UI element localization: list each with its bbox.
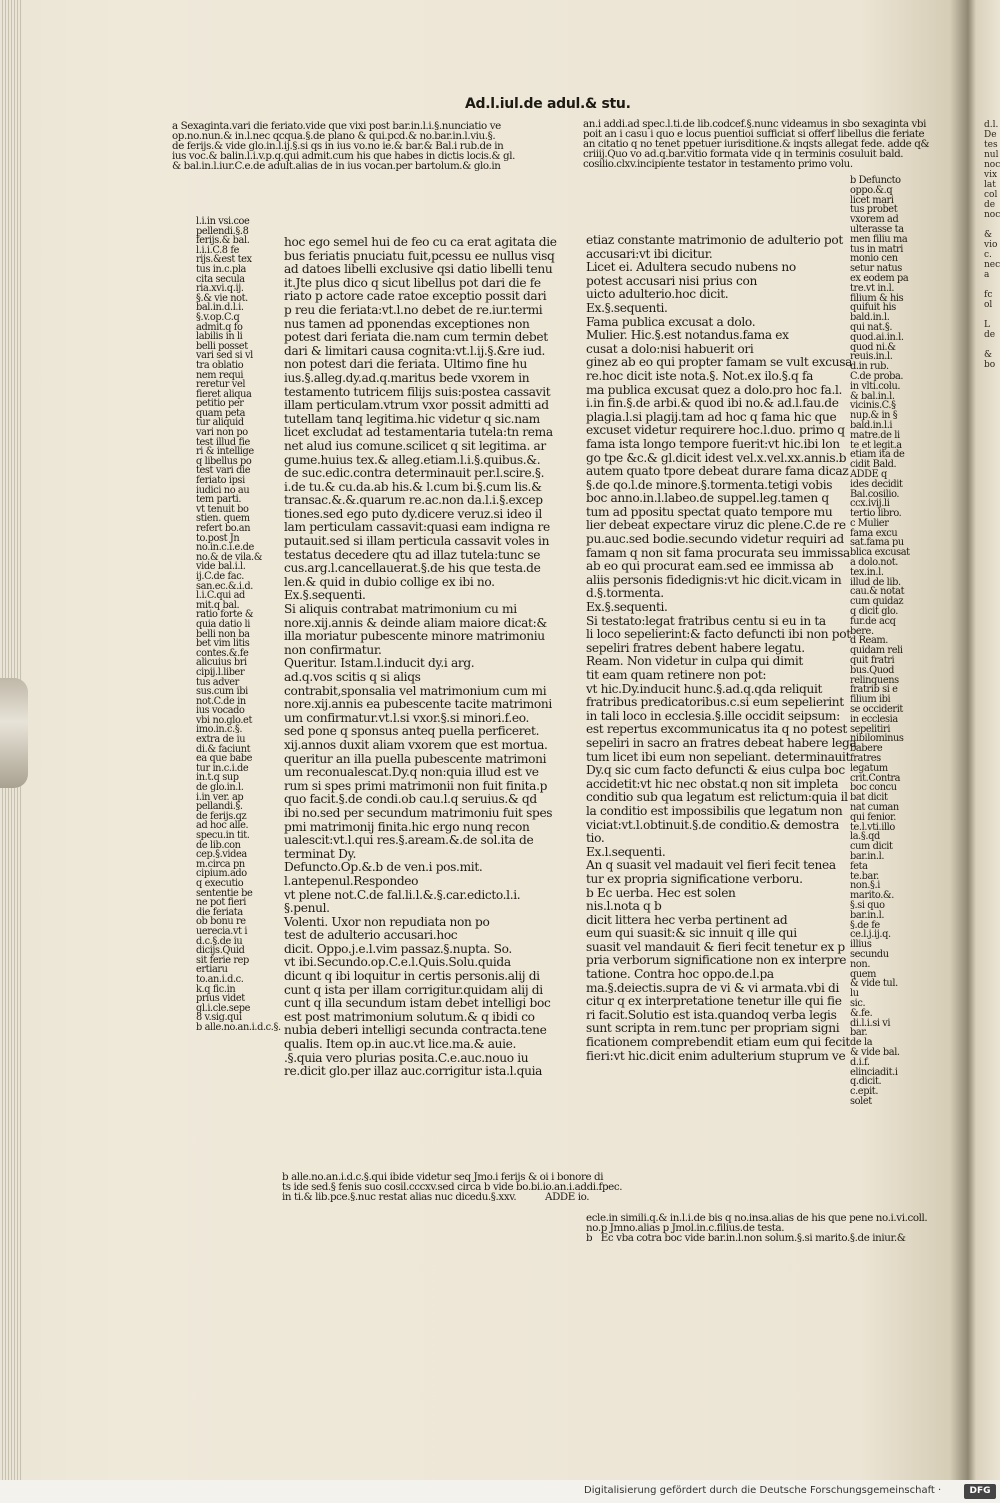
top-left-gloss: a Sexaginta.vari die feriato.vide que vixi post bar.in.l.i.§.nunciatio ve op.no.nun.& in.l.nec qcqua.§.de plano & qui.pcd.& no.bar.in.l.viu.§. de ferijs.& vide glo.in.l.ij.§.si qs in ius vo.no ie.& bar.& Bal.i rub.de in ius voc.& balin.l.i.v.p.q.qui admit.cum his que habes in dictis locis.& gl. & bal.in.l.iur.C.e.de adult.alias de in ius vocan.per bartolum.& glo.in <box>172 120 515 172</box>
footer-credit: Digitalisierung gefördert durch die Deutsche Forschungsgemeinschaft · <box>584 1485 942 1496</box>
right-margin-gloss: b Defuncto oppo.&.q licet mari tus probet vxorem ad ulterasse ta men filiu ma tus in matri monio cen setur natus ex eodem pa tre.vt in.l. filium & his quifuit his bald.in.l. qui nat.§. quod.ai.in.l. quod ni.& reuis.in.l. d.in rub. C.de proba. in vlti.colu. & bal.in.l. vicinis.C.§ nup.& in § bald.in.l.i matre.de li te et legit.a etiam ita de cidit Bald. ADDE q ides decidit Bal.cosilio. ccx.ivij.li tertio libro. c Mulier fama excu sat.fama pu blica excusat a dolo.not. tex.in.l. illud de lib. cau.& notat cum quidaz q dicit glo. fur.de acq bere. d Ream. quidam reli quit fratri bus.Quod relinquens fratrib si e filium ibi se occiderit in ecclesia sepelitiri nibilominus babere fratres legatum crit.Contra boc concu bat dicit nat cuman qui fenior. te.l.vti.illo la.§.qd cum dicit bar.in.l. feta te.bar. non.§.i marito.&. §.si quo bar.in.l. §.de fe ce.l.j.ij.q. illius secundu non. quem & vide tul. lu sic. &.fe. di.l.i.si vi bar. de la & vide bal. d.i.f. elinciadit.i q.dicit. c.epit. solet <box>850 175 910 1107</box>
facing-page-edge-text: d.l. De tes nul noc vix lat col de noc & vio c. nec a fc ol L de & bo <box>984 120 1000 370</box>
book-clip <box>0 678 28 788</box>
bottom-right-gloss: ecle.in simili.q.& in.l.i.de bis q no.insa.alias de his que pene no.i.vi.coll. no.p Jmno.alias p Jmol.in.c.filius.de testa. b Ec vba cotra boc vide bar.in.l.non solum.§.si marito.§.de iniur.& <box>586 1212 928 1244</box>
left-text-column: hoc ego semel hui de feo cu ca erat agitata die bus feriatis pnuciatu fuit,pcessu ee nullus visq ad datoes libelli exclusive qsi datio libelli tenu it.Jte plus dico q sicut libellus pot dari die fe riato p actore cade ratoe exceptio possit dari p reu die feriata:vt.l.no debet de re.iur.termi nus tamen ad pponendas exceptiones non potest dari feriata die.nam cum termin debet dari & limitari causa cognita:vt.l.ij.§.&re iud. non potest dari die feriata. Ultimo fine hu ius.§.alleg.dy.ad.q.maritus bede vxorem in testamento tutricem filijs suis:postea cassavit illam perticulam.vtrum vxor possit admitti ad tutellam tanq legitima.hic videtur q sic.nam licet excludat ad testamentaria tutela:tn rema net alud ius comune.scilicet q sit legitima. ar gume.huius tex.& alleg.etiam.l.i.§.quibus.&. de suc.edic.contra determinauit per.l.scire.§. i.de tu.& cu.da.ab his.& l.cum bi.§.cum lis.& transac.&.&.quarum re.ac.non da.l.i.§.excep tiones.sed ego puto dy.dicere veruz.si ideo il lam perticulam cassavit:quasi eam indigna re putauit.sed si illam perticula cassavit voles in testatus decedere qtu ad illaz tutela:tunc se cus.arg.l.cancellauerat.§.de his que testa.de len.& quid in dubio collige ex ibi no. Ex.§.sequenti. Si aliquis contrabat matrimonium cu mi nore.xij.annis & deinde aliam maiore dicat:& illa moriatur pubescente minore matrimoniu non confirmatur. Queritur. Istam.l.inducit dy.i arg. ad.q.vos scitis q si aliqs contrabit,sponsalia vel matrimonium cum mi nore.xij.annis ea pubescente tacite matrimoni um confirmatur.vt.l.si vxor.§.si minori.f.eo. sed pone q sponsus anteq puella perficeret. xij.annos duxit aliam vxorem que est mortua. queritur an illa puella pubescente matrimoni um reconualescat.Dy.q non:quia illud est ve rum si spes primi matrimonii non fuit finita.p quo facit.§.de condi.ob cau.l.q seruius.& qd ibi no.sed per secundum matrimoniu fuit spes pmi matrimonij finita.hic ergo nunq recon ualescit:vt.l.qui res.§.aream.&.de sol.ita de terminat Dy. Defuncto.Op.&.b de ven.i pos.mit. l.antepenul.Respondeo vt plene not.C.de fal.li.l.&.§.car.edicto.l.i. §.penul. Volenti. Uxor non repudiata non po test de adulterio accusari.hoc dicit. Oppo.j.e.l.vim passaz.§.nupta. So. vt ibi.Secundo.op.C.e.l.Quis.Solu.quida dicunt q ibi loquitur in certis personis.alij di cunt q ista per illam corrigitur.quidam alij di cunt q illa secundum istam debet intelligi boc est post matrimonium solutum.& q ibidi co nubia deberi intelligi secunda contracta.tene qualis. Item op.in auc.vt lice.ma.& auie. .§.quia vero plurias posita.C.e.auc.nouo iu re.dicit glo.per illaz auc.corrigitur ista.l.quia <box>284 235 557 1079</box>
top-right-gloss: an.i addi.ad spec.l.ti.de lib.codcef.§.nunc videamus in sbo sexaginta vbi poit an i casu i quo e locus puentioi sufficiat si offerf libellus die feriate an citatio q no tenet ppetuer iurisditione.& inqsts allegat fede. adde q& criiij.Quo vo ad.q.bar.vitio formata vide q in terminis cosuluit bald. cosilio.clxv.incipiente testator in testamento primo volu. <box>583 118 930 170</box>
running-head: Ad.l.iul.de adul.& stu. <box>465 96 631 112</box>
left-margin-gloss: l.i.in vsi.coe pellendi.§.8 ferijs.& bal. l.i.i.C.8 fe rijs.&est tex tus in.c.pla cita secula ria.xvi.q.ij. §.& vie not. bal.in.d.l.i. §.v.op.C.q admit.q fo labilis in li belli posset vari sed si vl tra oblatio nem requi reretur vel fieret aliqua petitio per quam peta tur aliquid vari non po test illud fie ri & intellige q libellus po test vari die feriato ipsi iudici no au tem parti. vt tenuit bo stien. quem refert bo.an to.post Jn no.in.c.i.e.de no.& de vila.& vide bal.i.l. ij.C.de fac. san.ec.&.i.d. l.i.C.qui ad mit.q bal. ratio forte & quia datio li belli non ba bet vim litis contes.&.fe alicuius bri cipij.l.liber tus adver sus.cum ibi not.C.de in ius vocado vbi no.glo.et imo.in.c.§. extra de iu di.& faciunt ea que babe tur in.c.i.de in.t.q sup de glo.in.l. i.in ver. ap pellandi.§. de ferijs.qz ad hoc alle. specu.in tit. de lib.con cep.§.videa m.circa pn cipium.ado q executio sententie be ne pot fieri die feriata ob bonu re uerecia.vt i d.c.§.de iu dicijs.Quid sit ferie rep ertiaru to.an.i.d.c. k.q fic.in prius videt gl.i.cle.sepe 8 v.sig.qui b alle.no.an.i.d.c.§. <box>196 216 281 1033</box>
dfg-logo: DFG <box>964 1484 996 1499</box>
right-text-column: etiaz constante matrimonio de adulterio pot accusari:vt ibi dicitur. Licet ei. Adultera secudo nubens no potest accusari nisi prius con uicto adulterio.hoc dicit. Ex.§.sequenti. Fama publica excusat a dolo. Mulier. Hic.§.est notandus.fama ex cusat a dolo:nisi habuerit ori ginez ab eo qui propter famam se vult excusa re.hoc dicit iste nota.§. Not.ex ilo.§.q fa ma publica excusat quez a dolo.pro hoc fa.l. i.in fin.§.de arbi.& quod ibi no.& ad.l.fau.de plagia.l.si plagij.tam ad hoc q fama hic que excuset videtur requirere hoc.l.duo. primo q fama ista longo tempore fuerit:vt hic.ibi lon go tpe &c.& gl.dicit idest vel.x.vel.xx.annis.b autem quato tpore debeat durare fama dicaz §.de qo.l.de minore.§.tormenta.tetigi vobis boc anno.in.l.labeo.de suppel.leg.tamen q tum ad ppositu spectat quato tempore mu lier debeat expectare viruz dic plene.C.de re pu.auc.sed bodie.secundo videtur requiri ad famam q non sit fama procurata seu immissa ab eo qui procurat eam.sed ee immissa ab aliis personis fidedignis:vt hic dicit.vicam in d.§.tormenta. Ex.§.sequenti. Si testato:legat fratribus centu si eu in ta li loco sepelierint:& facto defuncti ibi non pot sepeliri fratres debent habere legatu. Ream. Non videtur in culpa qui dimit tit eam quam retinere non pot: vt hic.Dy.inducit hunc.§.ad.q.qda reliquit fratribus predicatoribus.c.si eum sepelierint in tali loco in ecclesia.§.ille occidit seipsum: est repertus excommunicatus ita q no potest sepeliri in sacro an fratres debeat habere lega tum licet ibi eum non sepeliant. determinauit Dy.q sic cum facto defuncti & eius culpa boc accidetit:vt hic nec obstat.q non sit impleta conditio sub qua legatum est relictum:quia il la conditio est impossibilis que legatum non viciat:vt.l.obtinuit.§.de conditio.& demostra tio. Ex.l.sequenti. An q suasit vel madauit vel fieri fecit tenea tur ex propria significatione verboru. b Ec uerba. Hec est solen nis.l.nota q b dicit littera hec verba pertinent ad eum qui suasit:& sic innuit q ille qui suasit vel mandauit & fieri fecit tenetur ex p pria verborum significatione non ex interpre tatione. Contra hoc oppo.de.l.pa ma.§.deiectis.supra de vi & vi armata.vbi di citur q ex interpretatione tenetur ille qui fie ri facit.Solutio est ista.quandoq verba legis sunt scripta in rem.tunc per propriam signi ficationem comprebendit etiam eum qui fecit fieri:vt hic.dicit enim adulterium stuprum ve <box>586 233 857 1063</box>
bottom-left-gloss: b alle.no.an.i.d.c.§.qui ibide videtur seq Jmo.i ferijs & oi i bonore ts ide sed.§ fenis suo cosil.cccxv.sed circa b vide bo.bi.io.an.i.addi.fpec. in ti.& lib.pce.§.nuc restat alias nuc dicedu.§.xxv. ADDE <box>282 1171 623 1203</box>
